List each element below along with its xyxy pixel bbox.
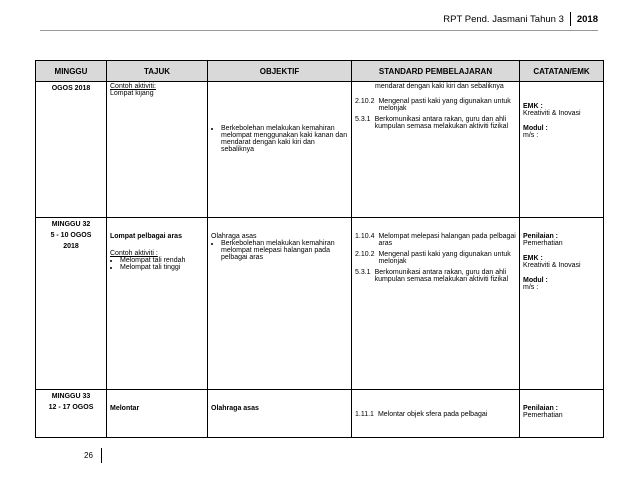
table-row	[36, 390, 604, 438]
objective-cell	[208, 82, 352, 218]
week-label: OGOS 2018	[51, 85, 91, 92]
header-rule	[40, 30, 598, 31]
standard-number: 2.10.2	[355, 251, 375, 258]
standard-cell	[352, 82, 520, 218]
notes-cell	[520, 82, 604, 218]
notes-cell	[520, 218, 604, 390]
page-number: 26	[84, 451, 93, 460]
topic-title: Melontar	[110, 405, 140, 412]
activity-item: • Melompat tali tinggi	[120, 264, 204, 271]
objective-cell	[208, 218, 352, 390]
standard-text: Melontar objek sfera pada pelbagai	[377, 411, 488, 418]
document-title: RPT Pend. Jasmani Tahun 3	[443, 13, 564, 25]
objective-title: Olahraga asas	[211, 233, 257, 240]
notes-cell	[520, 390, 604, 438]
column-header-tajuk: TAJUK	[107, 61, 208, 82]
standard-item	[355, 116, 516, 130]
week-label: MINGGU 32	[51, 221, 91, 228]
week-cell	[36, 82, 107, 218]
standard-item	[355, 98, 516, 112]
standard-number: 1.10.4	[355, 233, 375, 240]
assessment-label: Penilaian :	[523, 405, 559, 412]
standard-text: Berkomunikasi antara rakan, guru dan ahli kumpulan semasa melakukan aktiviti fizikal	[374, 269, 509, 283]
column-header-minggu: MINGGU	[36, 61, 107, 82]
lesson-plan-table	[35, 60, 604, 438]
standard-item	[355, 269, 516, 283]
standard-text: Mengenal pasti kaki yang digunakan untuk melonjak	[378, 251, 511, 265]
assessment-value: Pemerhatian	[523, 412, 563, 419]
standard-item	[355, 251, 516, 265]
objective-cell	[208, 390, 352, 438]
column-header-objektif: OBJEKTIF	[208, 61, 352, 82]
assessment-value: Pemerhatian	[523, 240, 563, 247]
standard-number: 1.11.1	[355, 411, 374, 418]
emk-value: Kreativiti & Inovasi	[523, 262, 581, 269]
document-year: 2018	[576, 13, 598, 25]
column-header-catatan: CATATAN/EMK	[520, 61, 604, 82]
week-dates: 12 - 17 OGOS	[48, 404, 94, 411]
objective-title: Olahraga asas	[211, 405, 259, 412]
table-row	[36, 218, 604, 390]
emk-label: EMK :	[523, 103, 543, 110]
page-footer	[84, 448, 102, 463]
standard-cell	[352, 390, 520, 438]
standard-text: Mengenal pasti kaki yang digunakan untuk melonjak	[378, 98, 511, 112]
standard-text: Berkomunikasi antara rakan, guru dan ahli kumpulan semasa melakukan aktiviti fizikal	[374, 116, 509, 130]
activity-item: • Melompat tali rendah	[120, 257, 204, 264]
table-row	[36, 82, 604, 218]
topic-cell	[107, 82, 208, 218]
emk-label: EMK :	[523, 255, 543, 262]
standard-number: 5.3.1	[355, 269, 371, 276]
modul-label: Modul :	[523, 125, 548, 132]
activity-name: Lompat kijang	[110, 90, 154, 97]
standard-continued-text: mendarat dengan kaki kiri dan sebaliknya	[375, 83, 504, 90]
activity-example-label: Contoh aktiviti:	[110, 83, 156, 90]
page-ref-label: m/s :	[523, 284, 539, 291]
standard-text: Melompat melepasi halangan pada pelbagai aras	[378, 233, 516, 247]
standard-number: 2.10.2	[355, 98, 375, 105]
page-header	[443, 12, 598, 26]
week-dates: 5 - 10 OGOS	[50, 232, 92, 239]
week-year: 2018	[63, 243, 79, 250]
topic-cell	[107, 218, 208, 390]
header-divider	[570, 12, 571, 26]
table-header-row	[36, 61, 604, 82]
week-cell	[36, 390, 107, 438]
footer-divider	[101, 448, 102, 463]
column-header-standard: STANDARD PEMBELAJARAN	[352, 61, 520, 82]
page-ref-label: m/s :	[523, 132, 539, 139]
topic-title: Lompat pelbagai aras	[110, 233, 182, 240]
assessment-label: Penilaian :	[523, 233, 559, 240]
week-label: MINGGU 33	[51, 393, 91, 400]
standard-item	[355, 233, 516, 247]
week-cell	[36, 218, 107, 390]
modul-label: Modul :	[523, 277, 548, 284]
standard-number: 5.3.1	[355, 116, 371, 123]
topic-cell	[107, 390, 208, 438]
emk-value: Kreativiti & Inovasi	[523, 110, 581, 117]
objective-item: • Berkebolehan melakukan kemahiran melompat melepasi halangan pada pelbagai aras	[221, 240, 348, 261]
standard-item	[355, 411, 516, 418]
objective-item: • Berkebolehan melakukan kemahiran melompat menggunakan kaki kanan dan mendarat dengan kaki kiri dan sebaliknya	[221, 125, 348, 153]
activity-example-label: Contoh aktiviti :	[110, 250, 158, 257]
standard-cell	[352, 218, 520, 390]
